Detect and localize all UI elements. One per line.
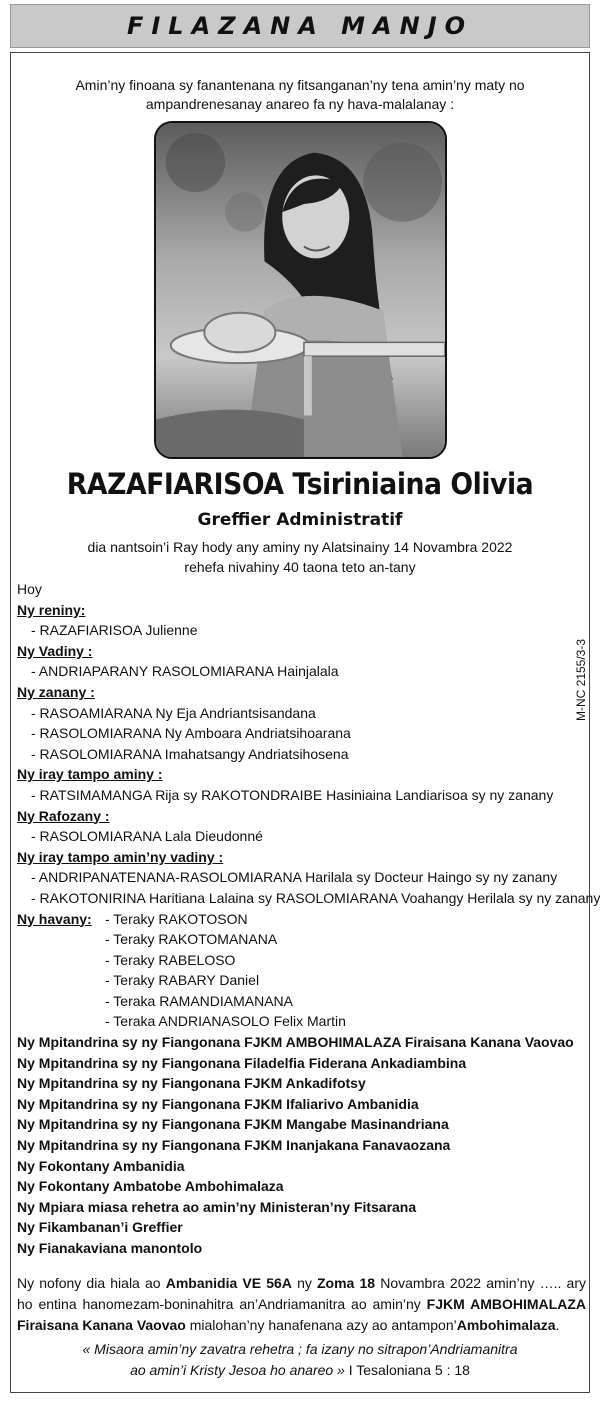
vadiny-heading: Ny Vadiny : [17, 642, 93, 659]
list-item: - RASOAMIARANA Ny Eja Andriantsisandana [31, 704, 316, 721]
funeral-tomb: Ambohimalaza [456, 1317, 556, 1333]
rafozany-heading: Ny Rafozany : [17, 807, 110, 824]
funeral-date: Zoma 18 [317, 1275, 376, 1291]
deceased-name: RAZAFIARISOA Tsiriniaina Olivia [66, 467, 534, 501]
funeral-text: ny [291, 1275, 317, 1291]
family-list [17, 579, 600, 1259]
portrait-illustration [156, 123, 445, 457]
verse-reference: I Tesaloniana 5 : 18 [344, 1362, 470, 1378]
funeral-text: Ny nofony dia hiala ao [17, 1275, 166, 1291]
havany-row [17, 909, 592, 930]
list-item: - ANDRIAPARANY RASOLOMIARANA Hainjalala [31, 663, 339, 680]
intro-text [30, 76, 570, 114]
organization-item: Ny Mpiara miasa rehetra ao amin’ny Ministeran’ny Fitsarana [17, 1198, 417, 1215]
organization-item: Ny Fokontany Ambanidia [17, 1157, 185, 1174]
hoy-text: Hoy [17, 581, 42, 597]
funeral-text: . [555, 1317, 560, 1333]
funeral-text: Novambra 2022 amin’ny ….. ary ho entina hanomezam-boninahitra an’Andriamanitra ao amin’ny [17, 1275, 586, 1312]
death-line-1: dia nantsoin’i Ray hody any aminy ny Alatsinainy 14 Novambra 2022 [87, 539, 513, 555]
verse-line-1: « Misaora amin’ny zavatra rehetra ; fa izany no sitrapon’Andriamanitra [82, 1341, 518, 1357]
reference-code: M-NC 2155/3-3 [574, 638, 588, 722]
funeral-place: Ambanidia VE 56A [165, 1275, 292, 1291]
list-item: - RAZAFIARISOA Julienne [31, 622, 198, 639]
deceased-role: Greffier Administratif [197, 510, 403, 530]
organization-item: Ny Mpitandrina sy ny Fiangonana FJKM Ifaliarivo Ambanidia [17, 1095, 419, 1112]
organization-item: Ny Mpitandrina sy ny Fiangonana FJKM AMBOHIMALAZA Firaisana Kanana Vaovao [17, 1034, 574, 1051]
list-item: - RASOLOMIARANA Lala Dieudonné [31, 828, 263, 845]
organization-item: Ny Mpitandrina sy ny Fiangonana FJKM Mangabe Masinandriana [17, 1116, 449, 1133]
organization-item: Ny Fikambanan’i Greffier [17, 1219, 183, 1236]
intro-line-2: ampandrenesanay anareo fa ny hava-malalanay : [145, 96, 455, 112]
reniny-heading: Ny reniny: [17, 601, 86, 618]
list-item: - Teraky RABELOSO [105, 951, 236, 968]
deceased-photo [154, 121, 447, 459]
list-item: - Teraky RAKOTOMANANA [105, 931, 278, 948]
list-item: - RATSIMAMANGA Rija sy RAKOTONDRAIBE Hasiniaina Landiarisoa sy ny zanany [31, 786, 554, 803]
list-item: - Teraky RAKOTOSON [105, 910, 248, 927]
list-item: - ANDRIPANATENANA-RASOLOMIARANA Harilala sy Docteur Haingo sy ny zanany [31, 869, 558, 886]
list-item: - RAKOTONIRINA Haritiana Lalaina sy RASOLOMIARANA Voahangy Herilala sy ny zanany [31, 889, 600, 906]
organization-item: Ny Fianakaviana manontolo [17, 1240, 203, 1256]
funeral-details [17, 1273, 586, 1336]
havany-heading: Ny havany: [17, 910, 92, 927]
funeral-church: FJKM AMBOHIMALAZA Firaisana Kanana Vaovao [17, 1296, 586, 1333]
funeral-text: mialohan’ny hanafenana azy ao antampon’ [185, 1317, 457, 1333]
verse-line-2: ao amin’i Kristy Jesoa ho anareo » [130, 1362, 345, 1378]
organization-item: Ny Mpitandrina sy ny Fiangonana FJKM Inanjakana Fanavaozana [17, 1137, 451, 1154]
death-announcement [0, 537, 600, 577]
list-item: - Teraka RAMANDIAMANANA [105, 992, 294, 1009]
tampo-vadiny-heading: Ny iray tampo amin’ny vadiny : [17, 848, 224, 865]
death-line-2: rehefa nivahiny 40 taona teto an-tany [184, 559, 416, 575]
organization-item: Ny Fokontany Ambatobe Ambohimalaza [17, 1178, 284, 1195]
notice-title: FILAZANA MANJO [126, 12, 474, 40]
list-item: - RASOLOMIARANA Imahatsangy Andriatsihosena [31, 745, 349, 762]
notice-header [10, 4, 590, 48]
organization-item: Ny Mpitandrina sy ny Fiangonana FJKM Ankadifotsy [17, 1075, 366, 1092]
organization-item: Ny Mpitandrina sy ny Fiangonana Filadelfia Fiderana Ankadiambina [17, 1054, 467, 1071]
zanany-heading: Ny zanany : [17, 683, 95, 700]
tampo-aminy-heading: Ny iray tampo aminy : [17, 766, 163, 783]
list-item: - Teraky RABARY Daniel [105, 972, 260, 989]
intro-line-1: Amin’ny finoana sy fanantenana ny fitsanganan’ny tena amin’ny maty no [75, 77, 525, 93]
list-item: - RASOLOMIARANA Ny Amboara Andriatsihoarana [31, 725, 351, 742]
list-item: - Teraka ANDRIANASOLO Felix Martin [105, 1013, 346, 1030]
bible-verse [0, 1339, 600, 1381]
